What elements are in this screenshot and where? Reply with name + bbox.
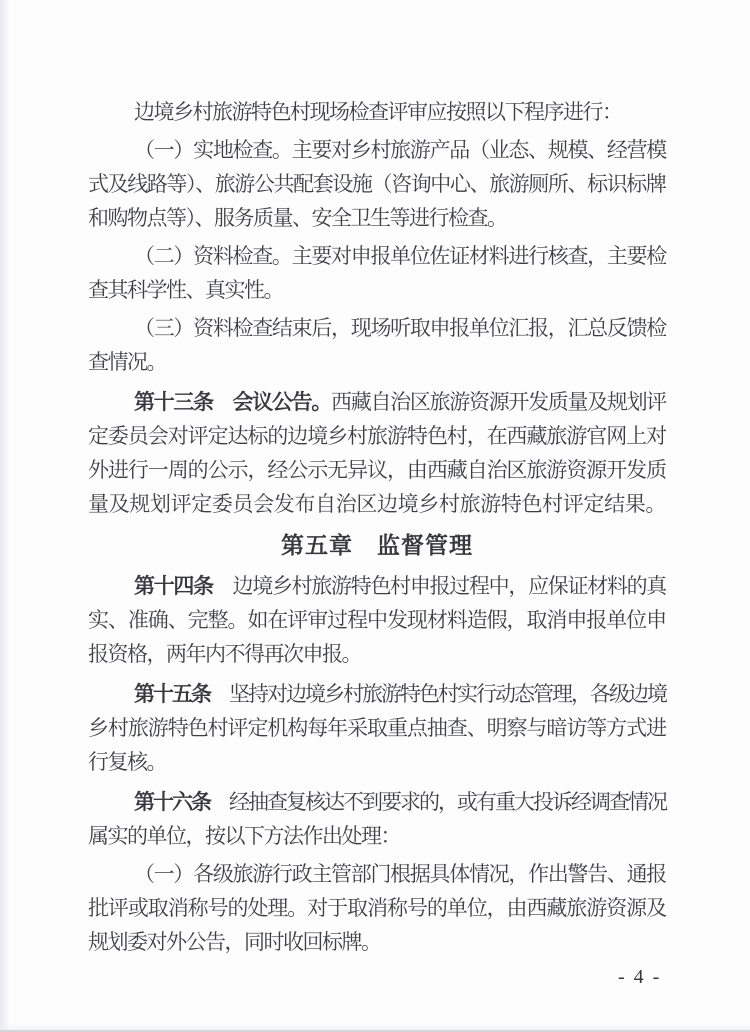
- text-line: [88, 487, 666, 521]
- text-segment: 和购物点等）、服务质量、安全卫生等进行检查。: [88, 206, 507, 230]
- text-segment: （一）实地检查。主要对乡村旅游产品（业态、规模、经营模: [134, 138, 666, 162]
- text-line: [88, 819, 666, 853]
- text-line: [88, 637, 666, 671]
- scan-left-edge: [0, 0, 10, 1032]
- bold-text-segment: 第十四条: [134, 574, 213, 598]
- text-line: [88, 677, 666, 711]
- text-line: [88, 167, 666, 201]
- paragraph: [88, 133, 666, 235]
- text-line: [88, 385, 666, 419]
- text-line: [88, 95, 666, 129]
- document-text-body: [88, 95, 666, 959]
- text-segment: 乡村旅游特色村评定机构每年采取重点抽查、明察与暗访等方式进: [88, 716, 666, 740]
- paragraph: [88, 857, 666, 959]
- article-paragraph: [88, 569, 666, 671]
- chapter-heading: 第五章 监督管理: [281, 533, 473, 558]
- text-segment: 边境乡村旅游特色村现场检查评审应按照以下程序进行：: [134, 100, 622, 124]
- text-segment: （三）资料检查结束后，现场听取申报单位汇报，汇总反馈检: [134, 316, 666, 340]
- text-segment: 式及线路等）、旅游公共配套设施（咨询中心、旅游厕所、标识标牌: [88, 172, 666, 196]
- text-line: [88, 785, 666, 819]
- text-segment: （二）资料检查。主要对申报单位佐证材料进行核查，主要检: [134, 244, 666, 268]
- text-segment: 边境乡村旅游特色村申报过程中，应保证材料的真: [212, 574, 667, 598]
- text-segment: 外进行一周的公示，经公示无异议，由西藏自治区旅游资源开发质: [88, 458, 666, 482]
- text-segment: 定委员会对评定达标的边境乡村旅游特色村，在西藏旅游官网上对: [88, 424, 666, 448]
- text-segment: 报资格，两年内不得再次申报。: [88, 642, 361, 666]
- article-paragraph: [88, 785, 666, 853]
- text-line: [88, 201, 666, 235]
- text-line: [88, 569, 666, 603]
- text-segment: 实、准确、完整。如在评审过程中发现材料造假，取消申报单位申: [88, 608, 666, 632]
- text-line: [88, 745, 666, 779]
- text-line: [88, 453, 666, 487]
- text-line: [88, 925, 666, 959]
- text-segment: 批评或取消称号的处理。对于取消称号的单位，由西藏旅游资源及: [88, 896, 666, 920]
- text-segment: （一）各级旅游行政主管部门根据具体情况，作出警告、通报: [134, 862, 666, 886]
- text-line: [88, 133, 666, 167]
- text-segment: 经抽查复核达不到要求的，或有重大投诉经调查情况: [210, 790, 666, 814]
- text-segment: 坚持对边境乡村旅游特色村实行动态管理，各级边境: [210, 682, 666, 706]
- text-line: [88, 273, 666, 307]
- text-line: [88, 603, 666, 637]
- paragraph: [88, 95, 666, 129]
- text-line: [88, 239, 666, 273]
- article-paragraph: [88, 677, 666, 779]
- page-number: - 4 -: [618, 966, 662, 988]
- text-line: [88, 419, 666, 453]
- article-paragraph: [88, 385, 666, 521]
- paragraph: [88, 239, 666, 307]
- text-line: [88, 891, 666, 925]
- text-segment: 查其科学性、真实性。: [88, 278, 283, 302]
- text-line: [88, 311, 666, 345]
- text-segment: 行复核。: [88, 750, 166, 774]
- text-line: [88, 345, 666, 379]
- text-segment: 查情况。: [88, 350, 166, 374]
- bold-text-segment: 第十五条: [134, 682, 210, 706]
- text-segment: 属实的单位，按以下方法作出处理：: [88, 824, 400, 848]
- text-line: [88, 857, 666, 891]
- paragraph: [88, 311, 666, 379]
- text-line: [88, 711, 666, 745]
- text-segment: 规划委对外公告，同时收回标牌。: [88, 930, 381, 954]
- text-segment: 量及规划评定委员会发布自治区边境乡村旅游特色村评定结果。: [88, 492, 666, 516]
- bold-text-segment: 第十三条 会议公告。: [134, 390, 332, 414]
- bold-text-segment: 第十六条: [134, 790, 210, 814]
- text-segment: 西藏自治区旅游资源开发质量及规划评: [331, 390, 667, 414]
